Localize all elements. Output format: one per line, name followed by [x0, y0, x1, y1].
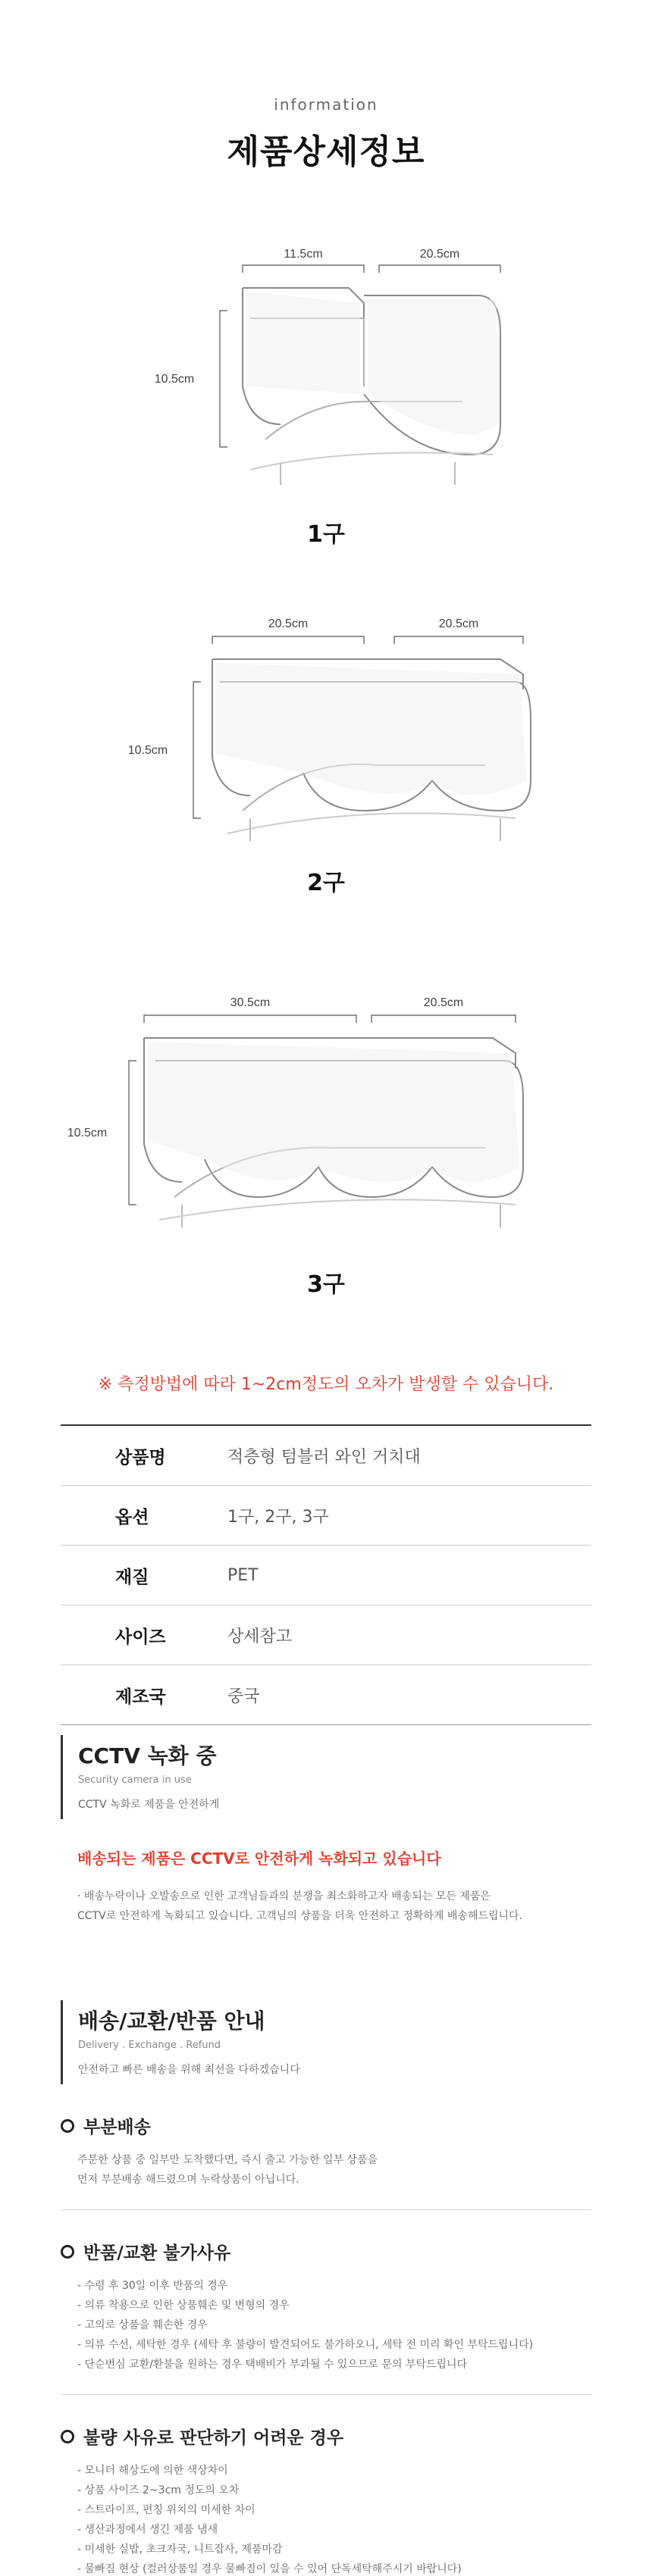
dim-height: 10.5cm [67, 1127, 108, 1140]
cctv-desc: CCTV 녹화로 제품을 안전하게 [78, 1799, 220, 1811]
partial-delivery-block [61, 2113, 591, 2210]
delivery-title: 배송/교환/반품 안내 [78, 2009, 265, 2034]
spec-row [61, 1546, 591, 1605]
product-figure-1 [0, 227, 652, 549]
dim-height: 10.5cm [127, 744, 168, 757]
body-line: 주문한 상품 중 일부만 도착했다면, 즉시 출고 가능한 일부 상품을 [77, 2154, 378, 2166]
body-line: - 수령 후 30일 이후 반품의 경우 [77, 2280, 228, 2292]
cctv-title: CCTV 녹화 중 [78, 1743, 217, 1768]
no-return-title: 반품/교환 불가사유 [83, 2243, 231, 2263]
divider [61, 2209, 591, 2210]
spec-table [61, 1424, 591, 1725]
cctv-subtitle: Security camera in use [78, 1774, 192, 1786]
circle-bullet-icon [61, 2119, 74, 2133]
defect-judgement-title: 불량 사유로 판단하기 어려운 경우 [83, 2428, 344, 2448]
body-line: - 스트라이프, 편칭 위치의 미세한 차이 [77, 2504, 255, 2516]
spec-key: 제조국 [115, 1687, 166, 1707]
spec-key: 사이즈 [115, 1627, 166, 1647]
spec-key: 재질 [115, 1567, 149, 1587]
body-line: 먼저 부분배송 해드렸으며 누락상품이 아닙니다. [77, 2174, 299, 2186]
dim-left: 20.5cm [268, 617, 309, 630]
rack-1-illustration [99, 227, 553, 515]
cctv-header [61, 1735, 591, 1819]
defect-judgement-heading [61, 2424, 591, 2449]
dim-height: 10.5cm [154, 373, 195, 386]
cctv-body-line: · 배송누락이나 오발송으로 인한 고객님들과의 분쟁을 최소화하고자 배송되는 모든 제품은 [77, 1890, 491, 1902]
info-label: information [274, 95, 378, 114]
body-line: - 미세한 실밥, 초크자국, 니트잡사, 제품마감 [77, 2543, 283, 2556]
dim-left: 11.5cm [284, 248, 323, 261]
defect-judgement-body [61, 2461, 591, 2576]
no-return-body [61, 2276, 591, 2374]
delivery-subtitle: Delivery . Exchange . Refund [78, 2040, 221, 2051]
no-return-block [61, 2239, 591, 2395]
spec-value: PET [227, 1565, 259, 1585]
body-line: - 모니터 해상도에 의한 색상차이 [77, 2465, 228, 2477]
product-figure-2 [0, 591, 652, 897]
dim-right: 20.5cm [423, 996, 464, 1009]
delivery-desc: 안전하고 빠른 배송을 위해 최선을 다하겠습니다 [78, 2064, 300, 2076]
spec-value: 상세참고 [227, 1627, 293, 1646]
partial-delivery-heading [61, 2113, 591, 2138]
body-line: - 생산과정에서 생긴 제품 냄새 [77, 2524, 218, 2536]
figure-label-1: 1구 [307, 521, 345, 548]
divider [61, 2394, 591, 2395]
product-figure-3 [0, 977, 652, 1299]
body-line: - 상품 사이즈 2~3cm 정도의 오차 [77, 2484, 240, 2496]
spec-key: 상품명 [115, 1447, 166, 1468]
body-line: - 의류 착용으로 인한 상품훼손 및 변형의 경우 [77, 2299, 290, 2312]
page-title: 제품상세정보 [227, 133, 425, 171]
cctv-body [61, 1887, 591, 1926]
spec-value: 1구, 2구, 3구 [227, 1507, 329, 1527]
spec-row [61, 1486, 591, 1546]
body-line: - 단순변심 교환/환불을 원하는 경우 택배비가 부과될 수 있으므로 문의 부탁드립니다 [77, 2359, 468, 2371]
body-line: - 고의로 상품을 훼손한 경우 [77, 2319, 208, 2331]
measurement-notice: ※ 측정방법에 따라 1~2cm정도의 오차가 발생할 수 있습니다. [98, 1375, 554, 1394]
figure-label-3: 3구 [307, 1271, 345, 1298]
no-return-heading [61, 2239, 591, 2264]
spec-row [61, 1665, 591, 1725]
cctv-highlight: 배송되는 제품은 CCTV로 안전하게 녹화되고 있습니다 [77, 1849, 441, 1868]
dim-right: 20.5cm [419, 248, 460, 261]
spec-value: 중국 [227, 1687, 260, 1706]
figure-label-2: 2구 [307, 870, 345, 896]
spec-row [61, 1426, 591, 1486]
circle-bullet-icon [61, 2430, 74, 2443]
delivery-section [61, 2000, 591, 2576]
defect-judgement-block [61, 2424, 591, 2576]
cctv-body-line: CCTV로 안전하게 녹화되고 있습니다. 고객님의 상품을 더욱 안전하고 정확하게 배송해드립니다. [77, 1910, 523, 1922]
spec-row [61, 1605, 591, 1665]
circle-bullet-icon [61, 2245, 74, 2259]
spec-value: 적층형 텀블러 와인 거치대 [227, 1447, 421, 1467]
rack-3-illustration [30, 977, 622, 1265]
delivery-header [61, 2000, 591, 2084]
dim-left: 30.5cm [230, 996, 271, 1009]
rack-2-illustration [76, 591, 576, 864]
body-line: - 물빠짐 현상 (컬러상품일 경우 물빠짐이 있을 수 있어 단독세탁해주시기 바랍니다) [77, 2563, 462, 2575]
partial-delivery-body [61, 2150, 591, 2190]
spec-key: 옵션 [115, 1507, 149, 1527]
partial-delivery-title: 부분배송 [83, 2118, 151, 2137]
cctv-section [61, 1735, 591, 1926]
dim-right: 20.5cm [438, 617, 479, 630]
body-line: - 의류 수선, 세탁한 경우 (세탁 후 불량이 발견되어도 불가하오니, 세탁 전 미리 확인 부탁드립니다) [77, 2339, 534, 2351]
